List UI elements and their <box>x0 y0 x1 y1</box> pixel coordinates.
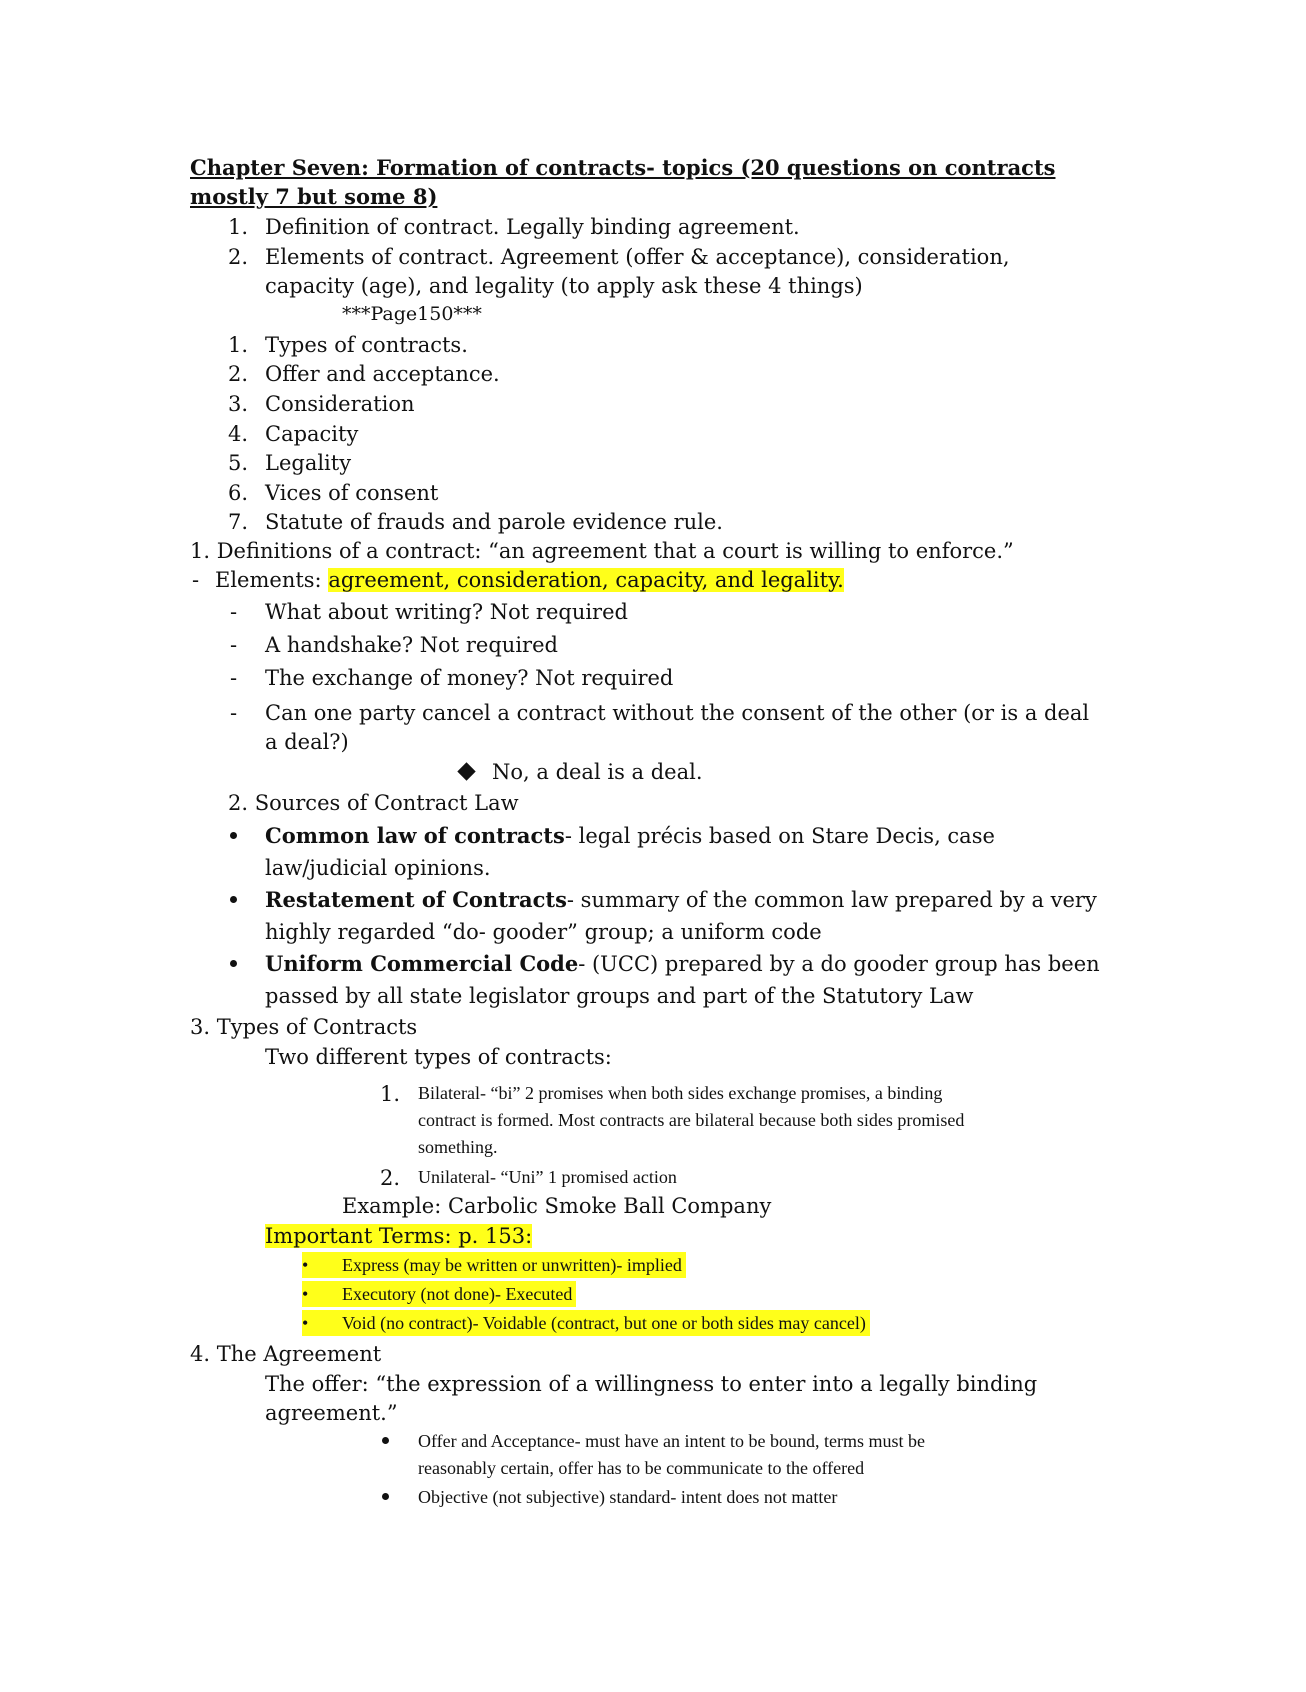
outline-b-num-1: 1. <box>228 333 249 357</box>
page-title-line-2: mostly 7 but some 8) <box>190 184 438 209</box>
page-title-line-1: Chapter Seven: Formation of contracts- topics (20 questions on contracts <box>190 155 1056 180</box>
question-2: A handshake? Not required <box>265 633 558 657</box>
outline-b-item-2: Offer and acceptance. <box>265 362 500 386</box>
term-bullet-icon: • <box>302 1284 309 1304</box>
source-bullet-3-cont: passed by all state legislator groups and part of the Statutory Law <box>265 984 974 1008</box>
type-1: Bilateral- “bi” 2 promises when both sides exchange promises, a binding <box>418 1083 943 1103</box>
terms-heading <box>265 1222 532 1250</box>
question-4-cont: a deal?) <box>265 730 349 754</box>
source-bullet-2-text: - summary of the common law prepared by a very <box>566 888 1097 912</box>
section-4-heading: 4. The Agreement <box>190 1342 382 1366</box>
elements-dash: - <box>192 568 200 592</box>
section-2-heading: 2. Sources of Contract Law <box>228 791 519 815</box>
bullet-dot-icon <box>230 832 237 839</box>
outline-b-num-3: 3. <box>228 392 249 416</box>
terms-heading-highlight: Important Terms: p. 153: <box>265 1224 533 1248</box>
outline-b-item-7: Statute of frauds and parole evidence rule. <box>265 510 723 534</box>
section-3-heading: 3. Types of Contracts <box>190 1015 418 1039</box>
term-row-3 <box>302 1310 870 1336</box>
section-1-heading: 1. Definitions of a contract: “an agreement that a court is willing to enforce.” <box>190 539 1014 563</box>
source-bullet-3 <box>265 950 1100 978</box>
bullet-dot-icon <box>230 960 237 967</box>
elements-label: Elements: <box>215 568 329 592</box>
term-row-1 <box>302 1252 686 1278</box>
example-line: Example: Carbolic Smoke Ball Company <box>342 1194 772 1218</box>
term-1: Express (may be written or unwritten)- implied <box>342 1255 682 1275</box>
source-bullet-2-cont: highly regarded “do- gooder” group; a uniform code <box>265 920 822 944</box>
source-bullet-1 <box>265 822 995 850</box>
outline-b-num-5: 5. <box>228 451 249 475</box>
question-dash-3: - <box>230 666 238 690</box>
outline-b-item-5: Legality <box>265 451 352 475</box>
source-bullet-2 <box>265 886 1097 914</box>
type-1-cont-2: something. <box>418 1137 498 1157</box>
outline-a-item-1: Definition of contract. Legally binding agreement. <box>265 215 800 239</box>
offer-line-2: agreement.” <box>265 1401 398 1425</box>
outline-b-num-6: 6. <box>228 481 249 505</box>
type-2: Unilateral- “Uni” 1 promised action <box>418 1167 677 1187</box>
outline-b-num-4: 4. <box>228 422 249 446</box>
term-bullet-icon: • <box>302 1255 309 1275</box>
answer-text: No, a deal is a deal. <box>492 760 703 784</box>
term-row-2 <box>302 1281 576 1307</box>
page-reference: ***Page150*** <box>342 303 482 325</box>
outline-a-num-2: 2. <box>228 245 249 269</box>
outline-b-num-7: 7. <box>228 510 249 534</box>
outline-a-num-1: 1. <box>228 215 249 239</box>
outline-a-item-2: Elements of contract. Agreement (offer & acceptance), consideration, <box>265 245 1010 269</box>
offer-line-1: The offer: “the expression of a willingness to enter into a legally binding <box>265 1372 1038 1396</box>
outline-b-item-6: Vices of consent <box>265 481 439 505</box>
bullet-dot-icon <box>382 1437 389 1444</box>
agreement-bullet-2: Objective (not subjective) standard- intent does not matter <box>418 1487 838 1507</box>
question-dash-2: - <box>230 633 238 657</box>
type-num-2: 2. <box>380 1166 401 1190</box>
elements-line <box>215 566 844 594</box>
source-bullet-3-text: - (UCC) prepared by a do gooder group has been <box>578 952 1100 976</box>
question-dash-1: - <box>230 600 238 624</box>
outline-b-item-1: Types of contracts. <box>265 333 468 357</box>
question-4: Can one party cancel a contract without the consent of the other (or is a deal <box>265 701 1090 725</box>
source-bullet-1-cont: law/judicial opinions. <box>265 856 491 880</box>
question-1: What about writing? Not required <box>265 600 628 624</box>
outline-a-item-2-cont: capacity (age), and legality (to apply ask these 4 things) <box>265 274 863 298</box>
elements-value-highlight: agreement, consideration, capacity, and legality. <box>328 568 844 592</box>
agreement-bullet-1: Offer and Acceptance- must have an intent to be bound, terms must be <box>418 1431 926 1451</box>
outline-b-item-3: Consideration <box>265 392 415 416</box>
source-bullet-1-text: - legal précis based on Stare Decis, case <box>564 824 995 848</box>
agreement-bullet-1-cont: reasonably certain, offer has to be communicate to the offered <box>418 1458 865 1478</box>
outline-b-item-4: Capacity <box>265 422 359 446</box>
outline-b-num-2: 2. <box>228 362 249 386</box>
question-dash-4: - <box>230 701 238 725</box>
type-num-1: 1. <box>380 1082 401 1106</box>
diamond-bullet-icon <box>457 762 475 780</box>
bullet-dot-icon <box>382 1493 389 1500</box>
term-3: Void (no contract)- Voidable (contract, but one or both sides may cancel) <box>342 1313 866 1333</box>
type-1-cont-1: contract is formed. Most contracts are bilateral because both sides promised <box>418 1110 965 1130</box>
bullet-dot-icon <box>230 896 237 903</box>
term-2: Executory (not done)- Executed <box>342 1284 573 1304</box>
types-intro: Two different types of contracts: <box>265 1045 612 1069</box>
source-bullet-3-bold: Uniform Commercial Code <box>265 951 579 976</box>
term-bullet-icon: • <box>302 1313 309 1333</box>
question-3: The exchange of money? Not required <box>265 666 674 690</box>
source-bullet-2-bold: Restatement of Contracts <box>265 887 567 912</box>
source-bullet-1-bold: Common law of contracts <box>265 823 565 848</box>
